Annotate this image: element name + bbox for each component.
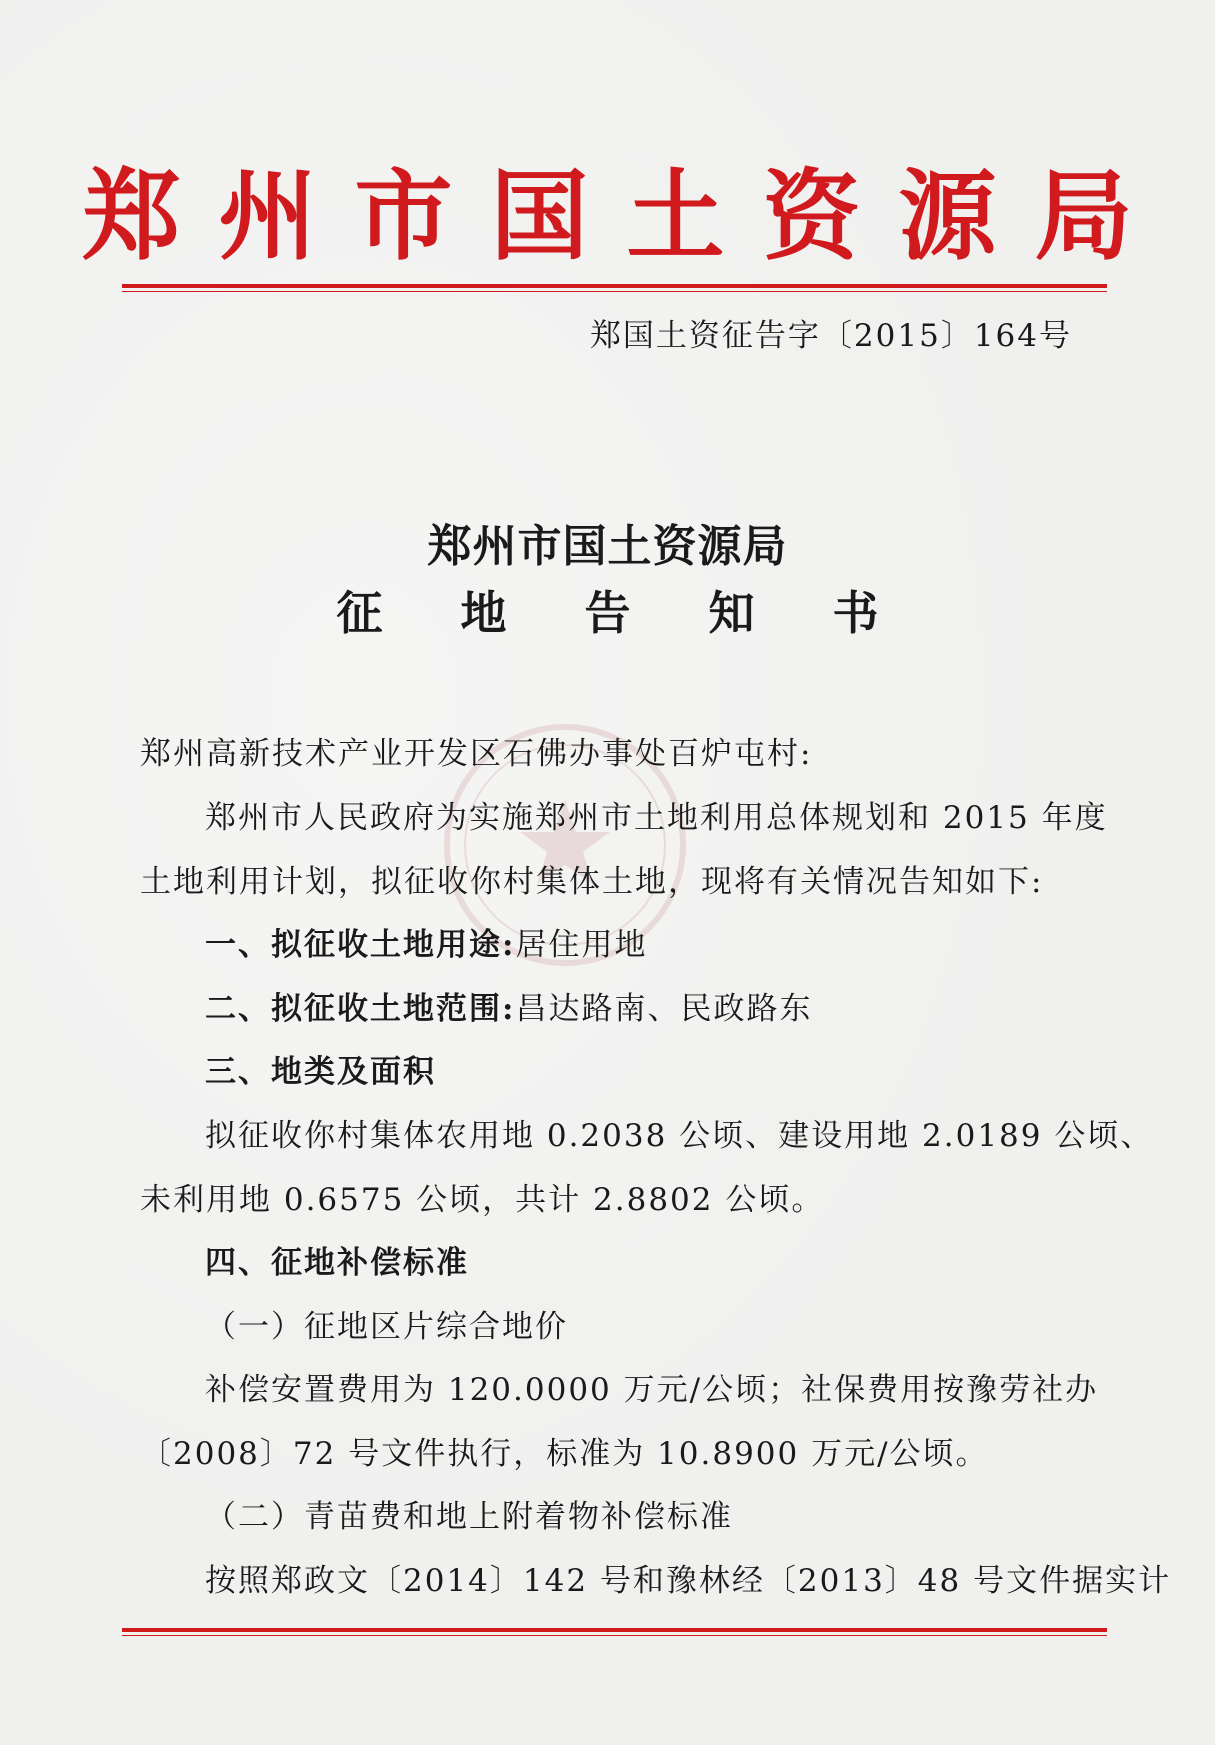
subsection-2-line-1: 按照郑政文〔2014〕142 号和豫林经〔2013〕48 号文件据实计 [205,1563,1172,1599]
item-1 [205,927,647,964]
subsection-1-line-1: 补偿安置费用为 120.0000 万元/公顷；社保费用按豫劳社办 [205,1372,1099,1408]
item-1-label: 一、拟征收土地用途: [205,927,516,963]
item-1-value: 居住用地 [515,927,648,963]
footer-rule-thick-line [122,1628,1107,1632]
footer-red-rule [122,1628,1107,1636]
footer-rule-thin-line [122,1635,1107,1636]
subsection-1-line-2: 〔2008〕72 号文件执行，标准为 10.8900 万元/公顷。 [140,1436,989,1472]
item-3-line-2: 未利用地 0.6575 公顷，共计 2.8802 公顷。 [140,1182,825,1218]
item-4-heading: 四、征地补偿标准 [205,1245,469,1281]
masthead-red-rule [122,284,1107,292]
item-2-value: 昌达路南、民政路东 [515,991,813,1027]
item-3-heading: 三、地类及面积 [205,1054,436,1090]
item-2 [205,991,812,1028]
subsection-1-heading: （一）征地区片综合地价 [205,1309,568,1345]
notice-title-line-2: 征地告知书 [336,586,957,640]
document-number: 郑国土资征告字〔2015〕164号 [589,318,1072,354]
intro-paragraph-line-1: 郑州市人民政府为实施郑州市土地利用总体规划和 2015 年度 [205,800,1108,836]
rule-thin-line [122,291,1107,292]
intro-paragraph-line-2: 土地利用计划，拟征收你村集体土地，现将有关情况告知如下: [140,864,1044,900]
notice-title-line-1: 郑州市国土资源局 [427,521,788,572]
item-2-label: 二、拟征收土地范围: [205,991,516,1027]
rule-thick-line [122,284,1107,288]
masthead-title: 郑州市国土资源局 [82,159,1171,274]
item-3-line-1: 拟征收你村集体农用地 0.2038 公顷、建设用地 2.0189 公顷、 [205,1118,1154,1154]
addressee: 郑州高新技术产业开发区石佛办事处百炉屯村: [140,736,813,772]
subsection-2-heading: （二）青苗费和地上附着物补偿标准 [205,1499,733,1535]
